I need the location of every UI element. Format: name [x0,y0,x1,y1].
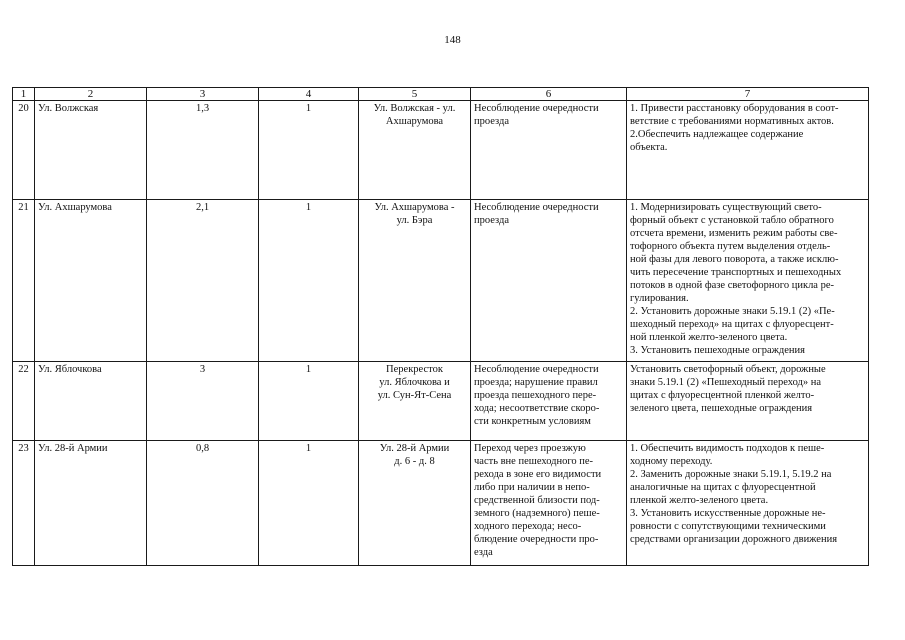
measures-cell [627,101,869,200]
location-line: Перекресток [386,364,443,375]
location-line: Ахшарумова [385,116,444,127]
location-line: ул. Сун-Ят-Сена [377,390,452,401]
location-cell [359,200,471,362]
measure-line: гулирования. [630,293,689,304]
row-number: 22 [13,362,35,441]
section-length: 1,3 [147,101,259,200]
cause-line: блюдение очередности про- [474,534,599,545]
cause-line: Несоблюдение очередности [474,103,599,114]
table-row [13,441,869,566]
cause-line: проезда [474,215,509,226]
cause-line: проезда; нарушение правил [474,377,598,388]
measure-line: зеленого цвета, пешеходные ограждения [630,403,813,414]
cause-line: Несоблюдение очередности [474,202,599,213]
measure-line: знаки 5.19.1 (2) «Пешеходный переход» на [630,377,822,388]
measure-line: пленкой желто-зеленого цвета. [630,495,769,506]
cause-line: проезда пешеходного пере- [474,390,597,401]
measure-line: 3. Установить пешеходные ограждения [630,345,805,356]
measure-line: объекта. [630,142,668,153]
section-length: 0,8 [147,441,259,566]
measure-line: 1. Привести расстановку оборудования в соот- [630,103,839,114]
location-line: Ул. Волжская - ул. [373,103,456,114]
measure-line: 3. Установить искусственные дорожные не- [630,508,826,519]
measure-line: Установить светофорный объект, дорожные [630,364,826,375]
street-name: Ул. Ахшарумова [35,200,147,362]
measure-line: тофорного объекта путем выделения отдель- [630,241,831,252]
cause-line: либо при наличии в непо- [474,482,590,493]
table-row [13,101,869,200]
measure-line: шеходный переход» на щитах с флуоресцент- [630,319,834,330]
cause-line: сти конкретным условиям [474,416,591,427]
cause-line: хода; несоответствие скоро- [474,403,600,414]
table-row [13,200,869,362]
accident-count: 1 [259,200,359,362]
measure-line: чить пересечение транспортных и пешеходных [630,267,842,278]
measure-line: аналогичные на щитах с флуоресцентной [630,482,816,493]
column-header: 4 [259,88,359,101]
street-name: Ул. Яблочкова [35,362,147,441]
measures-cell [627,362,869,441]
document-table [12,87,869,566]
measure-line: средствами организации дорожного движения [630,534,838,545]
cause-line: рехода в зоне его видимости [474,469,602,480]
cause-cell [471,101,627,200]
measure-line: ветствие с требованиями нормативных актов. [630,116,834,127]
location-line: д. 6 - д. 8 [394,456,435,467]
measure-line: ходному переходу. [630,456,713,467]
measure-line: 2.Обеспечить надлежащее содержание [630,129,804,140]
table-header-row [13,88,869,101]
measure-line: ровности с сопутствующими техническими [630,521,826,532]
location-cell [359,101,471,200]
cause-line: средственной близости под- [474,495,600,506]
accident-count: 1 [259,441,359,566]
cause-line: часть вне пешеходного пе- [474,456,594,467]
street-name: Ул. 28-й Армии [35,441,147,566]
cause-line: земного (надземного) пеше- [474,508,600,519]
section-length: 3 [147,362,259,441]
section-length: 2,1 [147,200,259,362]
measure-line: 1. Модернизировать существующий свето- [630,202,822,213]
location-line: ул. Яблочкова и [379,377,450,388]
row-number: 20 [13,101,35,200]
column-header: 7 [627,88,869,101]
column-header: 2 [35,88,147,101]
column-header: 1 [13,88,35,101]
table-row [13,362,869,441]
column-header: 6 [471,88,627,101]
column-header: 5 [359,88,471,101]
accident-count: 1 [259,362,359,441]
location-line: Ул. 28-й Армии [379,443,450,454]
location-line: ул. Бэра [396,215,433,226]
row-number: 21 [13,200,35,362]
measure-line: потоков в одной фазе светофорного цикла ре- [630,280,834,291]
measure-line: ной пленкой желто-зеленого цвета. [630,332,788,343]
measure-line: 2. Заменить дорожные знаки 5.19.1, 5.19.2 на [630,469,832,480]
measure-line: 1. Обеспечить видимость подходов к пеше- [630,443,825,454]
location-cell [359,362,471,441]
street-name: Ул. Волжская [35,101,147,200]
measure-line: форный объект с установкой табло обратного [630,215,834,226]
cause-cell [471,200,627,362]
measures-cell [627,200,869,362]
column-header: 3 [147,88,259,101]
measure-line: ной фазы для левого поворота, а также исклю- [630,254,839,265]
measure-line: щитах с флуоресцентной пленкой желто- [630,390,815,401]
location-cell [359,441,471,566]
page-number: 148 [444,34,461,46]
cause-line: Несоблюдение очередности [474,364,599,375]
row-number: 23 [13,441,35,566]
cause-line: проезда [474,116,509,127]
cause-cell [471,362,627,441]
cause-line: езда [474,547,493,558]
accident-count: 1 [259,101,359,200]
measures-cell [627,441,869,566]
cause-cell [471,441,627,566]
measure-line: 2. Установить дорожные знаки 5.19.1 (2) «Пе- [630,306,835,317]
cause-line: Переход через проезжую [474,443,586,454]
cause-line: ходного перехода; несо- [474,521,582,532]
location-line: Ул. Ахшарумова - [374,202,455,213]
measure-line: отсчета времени, изменить режим работы све- [630,228,838,239]
